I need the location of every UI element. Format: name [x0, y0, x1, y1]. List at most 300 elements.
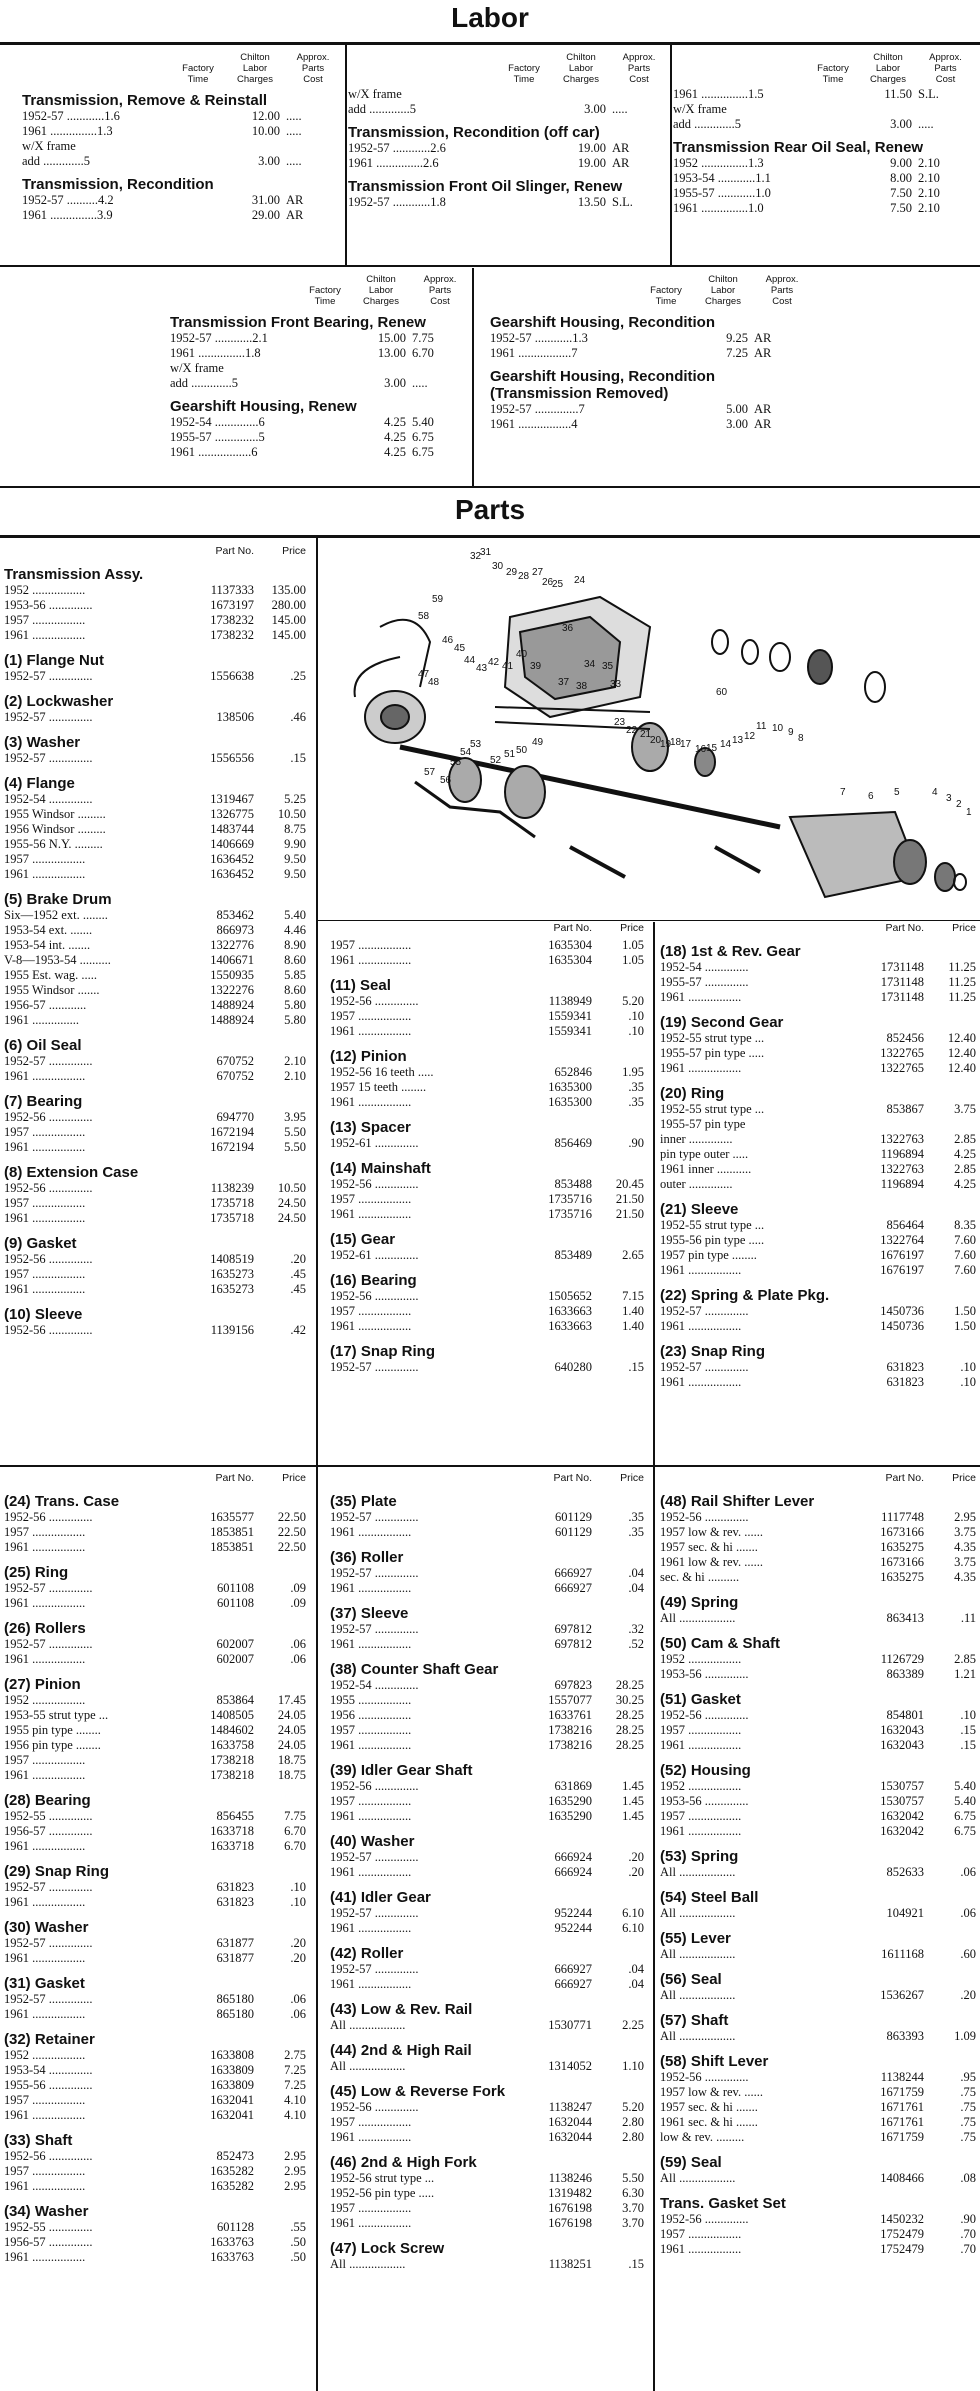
part-row-number: 1633663: [548, 1319, 592, 1333]
part-row-desc: 1952-56 ..............: [4, 1252, 93, 1266]
part-row-number: 1408519: [210, 1252, 254, 1266]
part-row-desc: 1952-57 ..............: [4, 1936, 93, 1950]
part-row-desc: 1952-61 ..............: [330, 1136, 419, 1150]
part-group-title: (46) 2nd & High Fork: [330, 2154, 477, 2171]
labor-row-parts: .....: [918, 117, 934, 131]
labor-row-charge: [550, 87, 612, 102]
part-row-price: .04: [628, 1581, 644, 1595]
part-row-number: 602007: [216, 1637, 254, 1651]
part-row-price: 6.10: [622, 1906, 644, 1920]
part-row: [4, 2250, 306, 2265]
labor-row-parts: .....: [286, 109, 302, 123]
parts-header-spacer: [660, 1472, 858, 1484]
diagram-callout: 15: [706, 743, 718, 754]
part-row-number: 1632041: [210, 2108, 254, 2122]
part-row-desc: 1957 .................: [4, 852, 86, 866]
part-row: [660, 1708, 976, 1723]
part-row-price: .50: [290, 2250, 306, 2264]
labor-row-desc: add .............5: [22, 154, 91, 168]
part-row-number: 1483744: [210, 822, 254, 836]
part-row-price: 7.15: [622, 1289, 644, 1303]
parts-column-headers: [4, 1472, 306, 1484]
labor-header-word: Chilton: [873, 52, 903, 63]
part-row-price: .09: [290, 1596, 306, 1610]
part-row: [660, 1824, 976, 1839]
diagram-callout: 14: [720, 739, 732, 750]
part-row-desc: 1961 low & rev. ......: [660, 1555, 763, 1569]
part-group-title: (6) Oil Seal: [4, 1037, 82, 1054]
part-row-number: 631823: [886, 1375, 924, 1389]
part-group-title: (39) Idler Gear Shaft: [330, 1762, 473, 1779]
parts-header-partno: Part No.: [885, 922, 924, 934]
diagram-callout: 40: [516, 649, 528, 660]
labor-row-desc: 1955-57 ..............5: [170, 430, 265, 444]
part-row: [4, 938, 306, 953]
part-row-price: 135.00: [271, 583, 306, 597]
labor-row-desc: 1952-57 ..............7: [490, 402, 585, 416]
part-row-price: .75: [960, 2085, 976, 2099]
part-row-desc: 1952-57 ..............: [4, 710, 93, 724]
part-row: [330, 2018, 644, 2033]
part-row-price: 3.70: [622, 2201, 644, 2215]
part-row-price: [924, 1117, 976, 1132]
diagram-callout: 39: [530, 661, 542, 672]
labor-row: [170, 361, 468, 376]
part-row-number: 1853851: [210, 1540, 254, 1554]
labor-header-factory: [498, 63, 550, 85]
part-row: [330, 1080, 644, 1095]
part-row: [330, 1779, 644, 1794]
diagram-callout: 47: [418, 669, 430, 680]
labor-header-word: Labor: [710, 285, 736, 296]
labor-rule-top: [0, 42, 980, 45]
part-row-price: 5.20: [622, 994, 644, 1008]
part-row-desc: V-8—1953-54 ..........: [4, 953, 111, 967]
part-row-desc: 1961 .................: [330, 1095, 412, 1109]
part-row-price: 9.90: [284, 837, 306, 851]
part-row-price: 2.95: [284, 2179, 306, 2193]
part-row: [4, 1992, 306, 2007]
part-row-desc: 1952-57 ..............: [660, 1360, 749, 1374]
part-row-desc: 1961 .................: [330, 1809, 412, 1823]
part-row-desc: 1952-56 ..............: [660, 1510, 749, 1524]
part-row-number: 1406669: [210, 837, 254, 851]
part-group-title: (49) Spring: [660, 1594, 739, 1611]
parts-col-6: [660, 1472, 976, 2257]
labor-row-parts: 2.10: [918, 186, 940, 200]
part-row-desc: 1957 .................: [660, 2227, 742, 2241]
part-row: [330, 2059, 644, 2074]
labor-header-word: Approx.: [423, 274, 457, 285]
part-group-title: (35) Plate: [330, 1493, 397, 1510]
labor-row-desc: 1952-57 ............2.1: [170, 331, 268, 345]
part-row-price: 6.70: [284, 1839, 306, 1853]
labor-row: [170, 430, 468, 445]
part-row-desc: 1952-57 ..............: [330, 1360, 419, 1374]
part-row-desc: 1957 .................: [330, 1794, 412, 1808]
part-row-desc: 1961 .................: [660, 1319, 742, 1333]
part-row-number: 1611168: [881, 1947, 924, 1961]
part-group-title: (58) Shift Lever: [660, 2053, 769, 2070]
labor-header-word: Cost: [430, 296, 450, 307]
part-group-title: (8) Extension Case: [4, 1164, 139, 1181]
diagram-callout: 43: [476, 663, 488, 674]
parts-column-headers: [660, 1472, 976, 1484]
labor-col-5: [490, 274, 810, 432]
labor-header-word: Time: [314, 296, 336, 307]
part-row: [4, 1013, 306, 1028]
parts-divider-3: [316, 1467, 318, 2391]
part-group-title: (30) Washer: [4, 1919, 89, 1936]
labor-header-word: Time: [513, 74, 535, 85]
labor-row-charge: 3.00: [584, 102, 606, 116]
labor-header-word: Factory: [309, 285, 341, 296]
labor-row-charge: 15.00: [377, 331, 406, 345]
part-row-price: 5.80: [284, 998, 306, 1012]
part-row-number: 1505652: [548, 1289, 592, 1303]
part-row: [4, 1936, 306, 1951]
part-row-number: 1322276: [210, 983, 254, 997]
part-row-number: 666924: [554, 1850, 592, 1864]
part-row-desc: 1961 .................: [330, 1319, 412, 1333]
part-row-number: 1530757: [880, 1779, 924, 1793]
part-row-price: 18.75: [277, 1753, 306, 1767]
diagram-callout: 28: [518, 571, 530, 582]
part-row-desc: 1961 .................: [4, 867, 86, 881]
part-row-number: 1738218: [210, 1768, 254, 1782]
labor-header-word: Labor: [875, 63, 901, 74]
part-row-number: 1322765: [880, 1046, 924, 1060]
part-row-price: .09: [290, 1581, 306, 1595]
part-row: [660, 975, 976, 990]
labor-row-charge: 31.00: [251, 193, 280, 207]
part-row-desc: 1952-57 ..............: [330, 1850, 419, 1864]
diagram-callout: 48: [428, 677, 440, 688]
part-row-price: 2.10: [284, 1069, 306, 1083]
part-row: [330, 2186, 644, 2201]
part-row: [330, 1525, 644, 1540]
part-row-desc: 1961 .................: [660, 2242, 742, 2256]
part-row-price: 24.50: [277, 1196, 306, 1210]
part-row-price: 20.45: [615, 1177, 644, 1191]
part-row-desc: 1952-56 strut type ...: [330, 2171, 435, 2185]
part-row-number: 853462: [216, 908, 254, 922]
labor-row-desc: 1961 ...............3.9: [22, 208, 113, 222]
labor-row-desc: 1961 ...............1.8: [170, 346, 261, 360]
part-row: [4, 998, 306, 1013]
part-row-price: 3.75: [954, 1102, 976, 1116]
part-row-number: 1635273: [210, 1267, 254, 1281]
part-row-number: 1633758: [210, 1738, 254, 1752]
part-row: [4, 1196, 306, 1211]
part-row-number: 1556556: [210, 751, 254, 765]
part-row-price: .20: [628, 1850, 644, 1864]
part-row-number: 1633808: [210, 2048, 254, 2062]
labor-row-parts: [918, 102, 973, 117]
diagram-callout: 53: [470, 739, 482, 750]
part-row-number: 852456: [886, 1031, 924, 1045]
part-row-desc: 1956-57 ..............: [4, 2235, 93, 2249]
part-row-number: 1632041: [210, 2093, 254, 2107]
part-row-price: 5.25: [284, 792, 306, 806]
part-row-desc: 1957 .................: [330, 938, 412, 952]
part-row-desc: All ..................: [330, 2059, 406, 2073]
labor-row: [22, 208, 340, 223]
part-row-number: 1322776: [210, 938, 254, 952]
part-group-title: (54) Steel Ball: [660, 1889, 759, 1906]
diagram-callout: 27: [532, 567, 544, 578]
part-row-number: 1671761: [880, 2100, 924, 2114]
part-row-number: 666927: [554, 1581, 592, 1595]
labor-row-charge: 11.50: [884, 87, 912, 101]
part-row-number: 104921: [886, 1906, 924, 1920]
part-row-price: 1.21: [954, 1667, 976, 1681]
part-row-number: 1673166: [880, 1525, 924, 1539]
part-row-number: 631823: [216, 1880, 254, 1894]
part-row-price: .10: [960, 1360, 976, 1374]
labor-row-parts: S.L.: [918, 87, 939, 101]
part-row-desc: 1957 .................: [330, 2115, 412, 2129]
part-row-number: 1196894: [880, 1177, 924, 1191]
part-row: [4, 1267, 306, 1282]
part-row-desc: 1957 .................: [4, 2093, 86, 2107]
labor-row-desc: 1961 .................4: [490, 417, 578, 431]
labor-row-parts: AR: [612, 141, 630, 155]
labor-header-approx: [754, 274, 810, 307]
part-row-number: 631823: [886, 1360, 924, 1374]
diagram-callout: 35: [602, 661, 614, 672]
part-group-title: (20) Ring: [660, 1085, 725, 1102]
labor-row: [673, 156, 973, 171]
part-row: [4, 628, 306, 643]
labor-row: [348, 102, 666, 117]
parts-col-4: [4, 1472, 306, 2265]
labor-task-title: Gearshift Housing, Recondition (Transmission Removed): [490, 368, 716, 402]
part-row: [4, 1824, 306, 1839]
part-row-number: 1138949: [548, 994, 592, 1008]
part-row-desc: 1953-54 ..............: [4, 2063, 93, 2077]
labor-row-parts: AR: [754, 417, 772, 431]
part-row-number: 601108: [216, 1581, 254, 1595]
part-row-price: 10.50: [277, 1181, 306, 1195]
labor-row-desc: 1955-57 ............1.0: [673, 186, 771, 200]
labor-row: [22, 139, 340, 154]
labor-row: [348, 87, 666, 102]
labor-row-desc: 1961 .................6: [170, 445, 258, 459]
parts-column-headers: [660, 922, 976, 934]
labor-row-charge: 13.50: [577, 195, 606, 209]
labor-row-parts: 6.70: [412, 346, 434, 360]
part-row-number: 666927: [554, 1977, 592, 1991]
labor-row-desc: 1961 .................7: [490, 346, 578, 360]
part-row-number: 697823: [554, 1678, 592, 1692]
parts-header-price: Price: [620, 922, 644, 934]
labor-task-title: Transmission Front Oil Slinger, Renew: [348, 178, 623, 195]
part-row-price: 11.25: [948, 975, 976, 989]
labor-header-word: Approx.: [622, 52, 656, 63]
part-row-desc: 1952-57 ..............: [4, 1581, 93, 1595]
part-row-number: 1636452: [210, 867, 254, 881]
part-row-price: .04: [628, 1962, 644, 1976]
part-row-desc: 1957 .................: [4, 613, 86, 627]
transmission-exploded-diagram: [320, 547, 978, 917]
part-row-price: 24.50: [277, 1211, 306, 1225]
part-row-number: 1450736: [880, 1304, 924, 1318]
part-row-number: 1138246: [548, 2171, 592, 2185]
diagram-callout: 33: [610, 679, 622, 690]
part-row: [4, 1525, 306, 1540]
labor-row-parts: [412, 361, 468, 376]
part-row-price: 3.75: [954, 1555, 976, 1569]
labor-row: [490, 346, 810, 361]
part-row-desc: 1955 Windsor .........: [4, 807, 106, 821]
part-row: [660, 1046, 976, 1061]
part-row-desc: 1952-54 ..............: [330, 1678, 419, 1692]
part-row: [330, 1906, 644, 1921]
part-row-price: .06: [290, 2007, 306, 2021]
part-row-price: .35: [628, 1510, 644, 1524]
part-row-desc: 1961 .................: [4, 2250, 86, 2264]
part-row: [330, 1095, 644, 1110]
diagram-callout: 22: [626, 725, 638, 736]
part-row-desc: 1952-57 ..............: [330, 1510, 419, 1524]
part-group-title: (24) Trans. Case: [4, 1493, 120, 1510]
part-row: [4, 1652, 306, 1667]
part-row-price: 8.60: [284, 953, 306, 967]
part-row-desc: 1961 .................: [660, 1738, 742, 1752]
part-row-desc: 1957 .................: [330, 1723, 412, 1737]
part-row-desc: 1955-56 pin type .....: [660, 1233, 765, 1247]
labor-row-desc: add .............5: [348, 102, 417, 116]
labor-header-word: Factory: [182, 63, 214, 74]
part-row: [4, 2078, 306, 2093]
part-row-number: 697812: [554, 1622, 592, 1636]
part-group-title: (34) Washer: [4, 2203, 89, 2220]
diagram-callout: 16: [695, 744, 707, 755]
labor-header-word: Time: [187, 74, 209, 85]
part-row: [660, 1248, 976, 1263]
part-row-price: .46: [290, 710, 306, 724]
part-row-desc: 1955 pin type ........: [4, 1723, 101, 1737]
part-row-price: 145.00: [271, 613, 306, 627]
part-row-price: 280.00: [271, 598, 306, 612]
parts-col-3: [660, 922, 976, 1390]
part-row-price: 17.45: [277, 1693, 306, 1707]
labor-header-word: Factory: [650, 285, 682, 296]
part-row: [660, 1360, 976, 1375]
diagram-callout: 25: [552, 579, 564, 590]
part-row-number: 601108: [216, 1596, 254, 1610]
part-row-number: 1635273: [210, 1282, 254, 1296]
part-group-title: (25) Ring: [4, 1564, 69, 1581]
part-row-price: .10: [628, 1024, 644, 1038]
part-row-price: 4.25: [954, 1147, 976, 1161]
part-row-desc: 1952-55 strut type ...: [660, 1031, 765, 1045]
part-row-number: 640280: [554, 1360, 592, 1374]
part-row-desc: 1961 .................: [4, 1540, 86, 1554]
part-row: [660, 1540, 976, 1555]
labor-header-word: Parts: [770, 285, 794, 296]
part-row-number: 1633763: [210, 2250, 254, 2264]
part-row-price: 1.40: [622, 1304, 644, 1318]
part-row: [4, 1951, 306, 1966]
part-row-price: 5.40: [954, 1779, 976, 1793]
part-row: [660, 1723, 976, 1738]
part-row-number: 1557077: [548, 1693, 592, 1707]
labor-header-word: Approx.: [296, 52, 330, 63]
part-row-number: 1138247: [548, 2100, 592, 2114]
part-row-price: 12.40: [947, 1061, 976, 1075]
part-row: [660, 1865, 976, 1880]
part-row: [4, 968, 306, 983]
part-row: [330, 1794, 644, 1809]
part-row-desc: 1957 .................: [4, 1125, 86, 1139]
diagram-callout: 37: [558, 677, 570, 688]
labor-row: [170, 331, 468, 346]
part-row-price: 1.45: [622, 1794, 644, 1808]
diagram-callout: 20: [650, 735, 662, 746]
part-row: [330, 2171, 644, 2186]
part-row-number: 631869: [554, 1779, 592, 1793]
part-row-price: 6.70: [284, 1824, 306, 1838]
part-row-number: 1635290: [548, 1794, 592, 1808]
parts-rule-mid: [0, 1465, 980, 1467]
part-group-title: (7) Bearing: [4, 1093, 83, 1110]
part-group-title: (57) Shaft: [660, 2012, 729, 2029]
part-row: [330, 938, 644, 953]
diagram-callout: 56: [440, 775, 452, 786]
part-group-title: (36) Roller: [330, 1549, 404, 1566]
part-row-desc: 1952-57 ..............: [330, 1622, 419, 1636]
part-row-desc: 1952-55 ..............: [4, 1809, 93, 1823]
part-row-price: 6.75: [954, 1809, 976, 1823]
part-group-title: (48) Rail Shifter Lever: [660, 1493, 815, 1510]
part-row-price: 1.45: [622, 1779, 644, 1793]
labor-header-factory: [172, 63, 224, 85]
part-row-desc: 1952-61 ..............: [330, 1248, 419, 1262]
part-group-title: (12) Pinion: [330, 1048, 407, 1065]
part-row-number: 1731148: [880, 990, 924, 1004]
part-row: [330, 1207, 644, 1222]
part-row-desc: 1955-57 pin type .....: [660, 1046, 765, 1060]
part-row-price: 12.40: [947, 1031, 976, 1045]
part-row-desc: 1952-55 ..............: [4, 2220, 93, 2234]
part-row-desc: 1961 .................: [4, 1895, 86, 1909]
diagram-callout: 21: [640, 729, 652, 740]
labor-row-charge: 7.50: [890, 186, 912, 200]
labor-header-approx: [918, 52, 973, 85]
labor-row-charge: 4.25: [384, 445, 406, 459]
diagram-callout: 19: [660, 739, 672, 750]
part-row-desc: 1957 .................: [330, 1304, 412, 1318]
part-row: [330, 2100, 644, 2115]
part-row-number: 1633718: [210, 1824, 254, 1838]
labor-row: [22, 109, 340, 124]
labor-col-1: [22, 52, 340, 223]
part-row-price: 1.50: [954, 1304, 976, 1318]
part-row-price: 9.50: [284, 852, 306, 866]
labor-row-desc: 1961 ...............1.5: [673, 87, 764, 101]
labor-header-word: Labor: [242, 63, 268, 74]
parts-divider-1: [316, 538, 318, 1465]
part-group-title: (21) Sleeve: [660, 1201, 739, 1218]
part-row-number: 601129: [554, 1525, 592, 1539]
labor-row-desc: 1952-57 ..........4.2: [22, 193, 114, 207]
parts-rule-top: [0, 535, 980, 538]
part-group-title: (11) Seal: [330, 977, 391, 994]
part-row-number: 666924: [554, 1865, 592, 1879]
part-row: [660, 1147, 976, 1162]
